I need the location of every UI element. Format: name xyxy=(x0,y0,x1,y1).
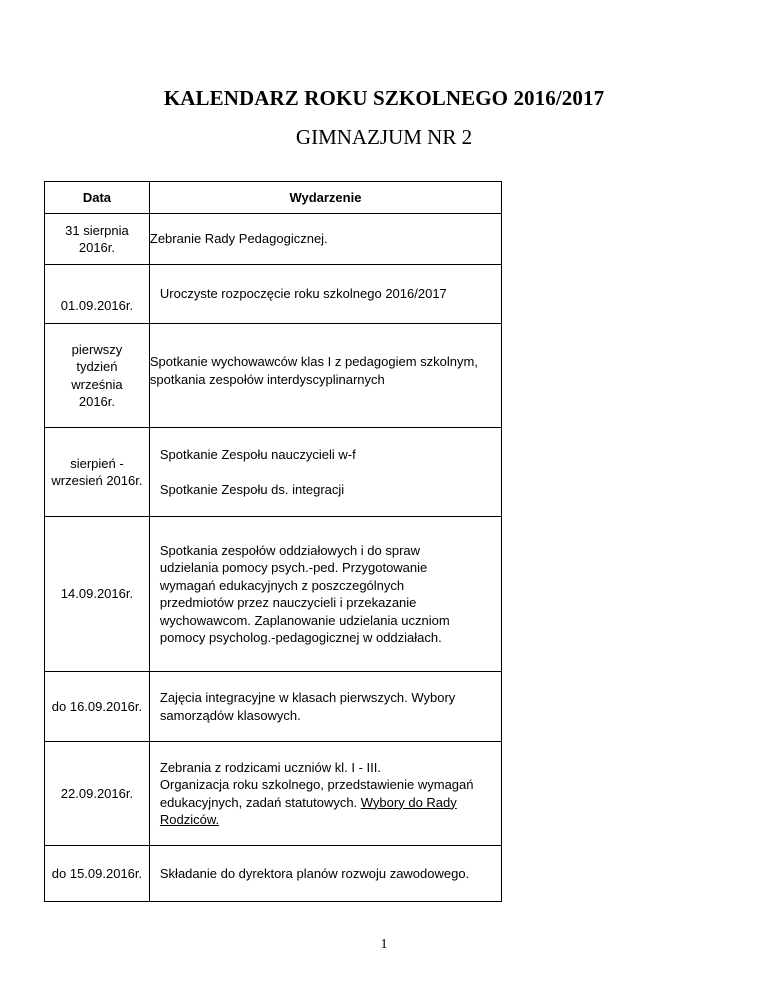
table-row xyxy=(45,517,502,672)
table-row xyxy=(45,672,502,742)
page-subtitle: GIMNAZJUM NR 2 xyxy=(295,125,473,149)
event-cell: Spotkania zespołów oddziałowych i do spraw udzielania pomocy psych.-ped. Przygotowanie wymagań edukacyjnych z poszczególnych przedmiotów przez nauczycieli i przekazanie wychowawcom. Zaplanowanie udzielania uczniom pomocy psycholog.-pedagogicznej w oddziałach. xyxy=(149,517,501,672)
event-text: Zebrania z rodzicami uczniów kl. I - III. xyxy=(159,759,381,775)
event-underlined-text: Wybory do Rady Rodziców. xyxy=(159,794,457,827)
table-row xyxy=(45,428,502,517)
date-cell: 01.09.2016r. xyxy=(45,265,150,324)
table-row xyxy=(45,214,502,265)
page-number: 1 xyxy=(380,937,388,952)
date-cell xyxy=(45,324,150,428)
table-row xyxy=(45,324,502,428)
date-text: 31 sierpnia 2016r. xyxy=(65,222,129,255)
event-cell: Składanie do dyrektora planów rozwoju zawodowego. xyxy=(149,846,501,902)
table-row xyxy=(45,846,502,902)
event-cell: Spotkanie wychowawców klas I z pedagogiem szkolnym, spotkania zespołów interdyscyplinarnych xyxy=(149,324,501,428)
date-text: sierpień - wrzesień 2016r. xyxy=(51,455,143,488)
event-cell xyxy=(149,428,501,517)
date-cell xyxy=(45,428,150,517)
event-cell: Uroczyste rozpoczęcie roku szkolnego 2016/2017 xyxy=(149,265,501,324)
date-cell: do 16.09.2016r. xyxy=(45,672,150,742)
table-header-row xyxy=(45,182,502,214)
date-cell: 14.09.2016r. xyxy=(45,517,150,672)
calendar-table xyxy=(44,181,502,902)
date-cell xyxy=(45,214,150,265)
event-cell xyxy=(149,742,501,846)
date-cell: do 15.09.2016r. xyxy=(45,846,150,902)
column-header-date: Data xyxy=(45,182,150,214)
table-row xyxy=(45,265,502,324)
event-cell: Zajęcia integracyjne w klasach pierwszych. Wybory samorządów klasowych. xyxy=(149,672,501,742)
date-text: pierwszy tydzień września 2016r. xyxy=(71,341,123,409)
table-row xyxy=(45,742,502,846)
date-cell: 22.09.2016r. xyxy=(45,742,150,846)
column-header-event: Wydarzenie xyxy=(149,182,501,214)
event-line: Spotkanie Zespołu nauczycieli w-f xyxy=(159,447,356,462)
event-text: Organizacja roku szkolnego, przedstawienie wymagań edukacyjnych, zadań statutowych. xyxy=(159,777,474,810)
event-cell: Zebranie Rady Pedagogicznej. xyxy=(149,214,501,265)
page-title: KALENDARZ ROKU SZKOLNEGO 2016/2017 xyxy=(163,86,605,110)
event-line: Spotkanie Zespołu ds. integracji xyxy=(159,481,345,497)
